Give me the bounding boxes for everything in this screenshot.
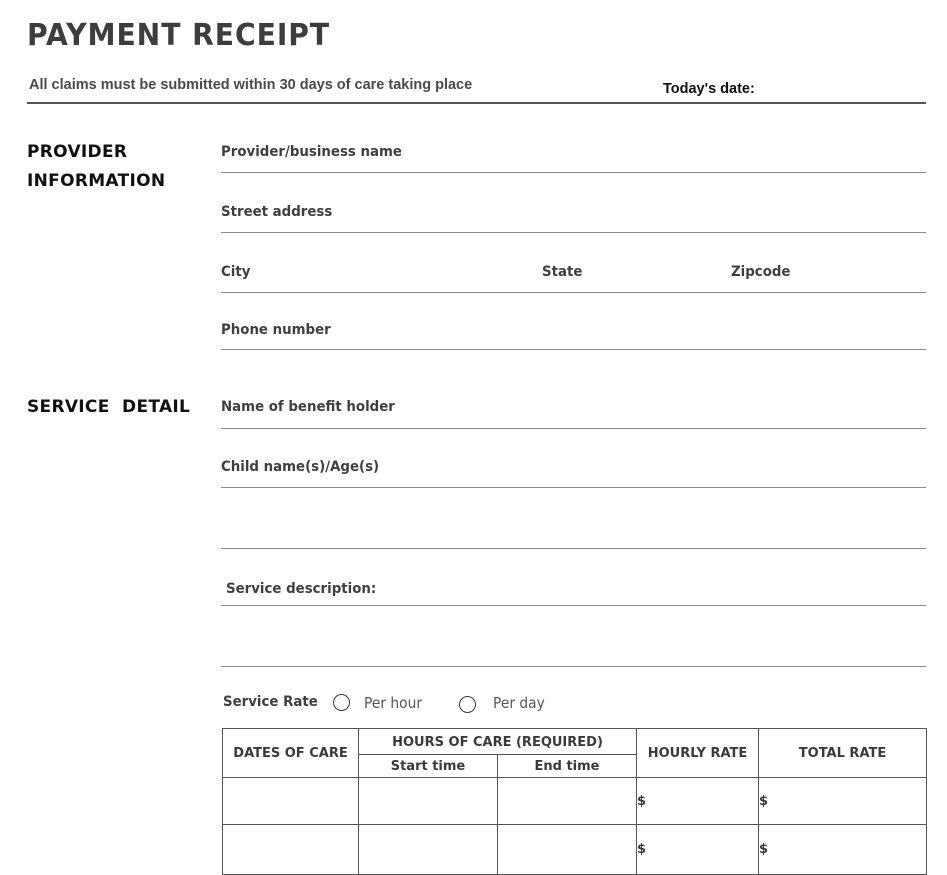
service-rate-label: Service Rate xyxy=(223,694,318,710)
total-rate-cell[interactable]: $ xyxy=(759,778,927,825)
phone-label: Phone number xyxy=(221,322,331,338)
child-names-extra-field[interactable] xyxy=(221,492,926,546)
service-description-extra-line xyxy=(221,666,926,667)
start-time-header: Start time xyxy=(359,755,498,778)
business-name-label: Provider/business name xyxy=(221,144,402,160)
todays-date-label: Today's date: xyxy=(663,81,755,97)
total-rate-header: TOTAL RATE xyxy=(759,729,927,778)
end-time-header: End time xyxy=(498,755,637,778)
service-description-label: Service description: xyxy=(226,581,377,597)
per-hour-label: Per hour xyxy=(364,694,423,712)
benefit-holder-field[interactable] xyxy=(395,395,926,426)
date-cell[interactable] xyxy=(223,825,359,875)
city-state-zip-line xyxy=(221,292,926,293)
phone-line xyxy=(221,349,926,350)
child-names-label: Child name(s)/Age(s) xyxy=(221,459,380,475)
provider-heading-line2: INFORMATION xyxy=(27,171,166,191)
service-description-field[interactable] xyxy=(370,577,926,604)
business-name-field[interactable] xyxy=(400,140,926,170)
zipcode-field[interactable] xyxy=(800,260,926,290)
city-label: City xyxy=(221,264,251,280)
street-address-line xyxy=(221,232,926,233)
hourly-rate-cell[interactable]: $ xyxy=(637,825,759,875)
table-row xyxy=(223,778,927,825)
dates-of-care-header: DATES OF CARE xyxy=(223,729,359,778)
hourly-rate-cell[interactable]: $ xyxy=(637,778,759,825)
service-description-extra-field[interactable] xyxy=(221,610,926,664)
benefit-holder-line xyxy=(221,428,926,429)
care-table xyxy=(222,728,927,875)
hourly-rate-header: HOURLY RATE xyxy=(637,729,759,778)
business-name-line xyxy=(221,172,926,173)
date-cell[interactable] xyxy=(223,778,359,825)
benefit-holder-label: Name of benefit holder xyxy=(221,399,395,415)
start-time-cell[interactable] xyxy=(359,825,498,875)
child-names-field[interactable] xyxy=(380,455,926,486)
total-rate-cell[interactable]: $ xyxy=(759,825,927,875)
child-names-extra-line xyxy=(221,548,926,549)
per-day-label: Per day xyxy=(493,694,545,712)
start-time-cell[interactable] xyxy=(359,778,498,825)
street-address-field[interactable] xyxy=(330,200,926,230)
city-field[interactable] xyxy=(260,260,530,290)
service-description-line xyxy=(221,605,926,606)
table-row xyxy=(223,825,927,875)
end-time-cell[interactable] xyxy=(498,825,637,875)
hours-of-care-header: HOURS OF CARE (REQUIRED) xyxy=(359,729,637,755)
child-names-line xyxy=(221,487,926,488)
state-field[interactable] xyxy=(590,260,720,290)
end-time-cell[interactable] xyxy=(498,778,637,825)
provider-heading-line1: PROVIDER xyxy=(27,142,128,162)
per-hour-radio[interactable] xyxy=(333,694,350,711)
todays-date-field[interactable] xyxy=(760,78,926,100)
header-divider xyxy=(27,102,926,104)
zipcode-label: Zipcode xyxy=(731,264,791,280)
page-title: PAYMENT RECEIPT xyxy=(27,18,331,53)
provider-info-heading xyxy=(27,138,165,196)
service-detail-heading: SERVICE DETAIL xyxy=(27,397,191,417)
phone-field[interactable] xyxy=(335,318,926,348)
street-address-label: Street address xyxy=(221,204,333,220)
submission-notice: All claims must be submitted within 30 days of care taking place xyxy=(29,77,473,93)
per-day-radio[interactable] xyxy=(459,696,476,713)
state-label: State xyxy=(542,264,583,280)
